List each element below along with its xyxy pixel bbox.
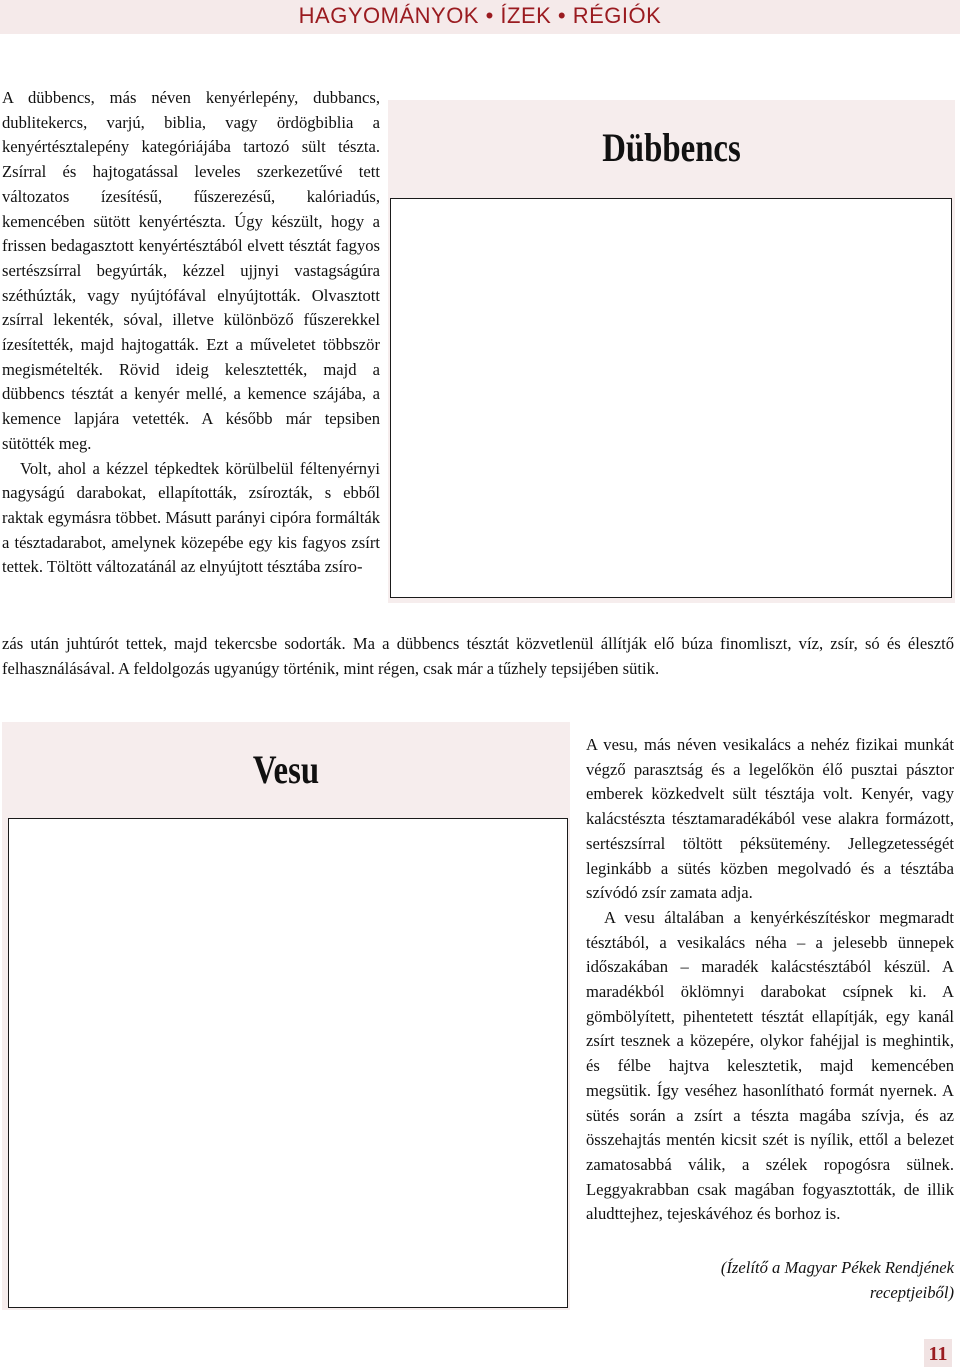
dubbencs-paragraph-2: Volt, ahol a kézzel tépkedtek körülbelül féltenyérnyi nagyságú darabokat, ellapították, zsírozták, s ebből raktak egymásra többet. Másutt parányi cipóra formálták a tésztadarabot, amelynek közepébe egy kis fagyos zsírt tettek. Töltött változatánál az elnyújtott tésztába zsíro- — [2, 458, 380, 577]
vesu-paragraph-2: A vesu általában a kenyérkészítéskor megmaradt tésztából, a vesikalács néha – a jelesebb ünnepek időszakában – maradék kalácstésztából készül. A maradékból öklömnyi darabokat csípnek ki. A gömbölyített, pihentetett tésztát ellapítják, egy kanál zsírt tesznek a közepére, olykor fahéjjal is meghintik, és félbe hajtva kelesztetik, majd kemencében megsütik. Így veséhez hasonlítható formát nyernek. A sütés során a zsírt a tészta magába szívja, és az összehajtás mentén kicsit szét is nyílik, ettől a belezet zamatosabbá válik, a szélek ropogósra sülnek. Leggyakrabban csak magában fogyasztották, de illik aludttejhez, tejeskávéhoz és borhoz is. — [586, 907, 954, 1224]
dubbencs-paragraph-1: A dübbencs, más néven kenyérlepény, dubbancs, dublitekercs, varjú, biblia, vagy ördögbiblia a kenyértésztalepény kategóriájába tartozó sült tészta. Zsírral és hajtogatással leveles szerkezetűvé tett változatos ízesítésű, fűszerezésű, kalóriadús, kemencében sütött kenyértészta. Úgy készült, hogy a frissen bedagasztott kenyértésztából elvett tésztát fagyos sertészsírral begyúrták, kézzel ujjnyi vastagságúra széthúzták, vagy nyújtófával elnyújtották. Olvasztott zsírral lekenték, sóval, illetve különböző fűszerekkel ízesítették, majd hajtogatták. Ezt a műveletet többször megismételték. Rövid ideig kelesztették, majd a dübbencs tésztát a kenyér mellé, a kemence szájába, a kemence lapjára vetették. A később már tepsiben sütötték meg. — [2, 88, 380, 453]
credit-line-1: (Ízelítő a Magyar Pékek Rendjének — [720, 1258, 954, 1277]
header-title: HAGYOMÁNYOK • ÍZEK • RÉGIÓK — [298, 3, 662, 28]
vesu-text-column — [586, 733, 954, 1227]
vesu-title-box — [2, 722, 570, 1310]
dubbencs-text-full — [2, 632, 954, 681]
dubbencs-text-column — [2, 86, 380, 580]
vesu-title: Vesu — [252, 747, 320, 792]
dubbencs-paragraph-2-continued: zás után juhtúrót tettek, majd tekercsbe sodorták. Ma a dübbencs tésztát közvetlenül állítják elő búza finomliszt, víz, zsír, só és élesztő felhasználásával. A feldolgozás ugyanúgy történik, mint régen, csak már a tűzhely tepsijében sütik. — [2, 634, 954, 678]
dubbencs-title-box — [388, 100, 955, 603]
credit-line-2: receptjeiből) — [869, 1283, 954, 1302]
vesu-photo-placeholder — [8, 818, 568, 1308]
page-number: 11 — [924, 1339, 952, 1367]
source-credit — [586, 1255, 954, 1305]
dubbencs-title: Dübbencs — [602, 125, 741, 170]
page-header — [0, 0, 960, 34]
dubbencs-photo-placeholder — [390, 198, 952, 598]
vesu-paragraph-1: A vesu, más néven vesikalács a nehéz fizikai munkát végző parasztság és a legelőkön élő pusztai pásztor emberek közkedvelt sült tésztája volt. Kenyér, vagy kalácstészta tésztamaradékából vese alakra formázott, sertészsírral töltött péksütemény. Jellegzetességét leginkább a sütés közben megolvadó és a tésztába szívódó zsír zamata adja. — [586, 735, 954, 903]
